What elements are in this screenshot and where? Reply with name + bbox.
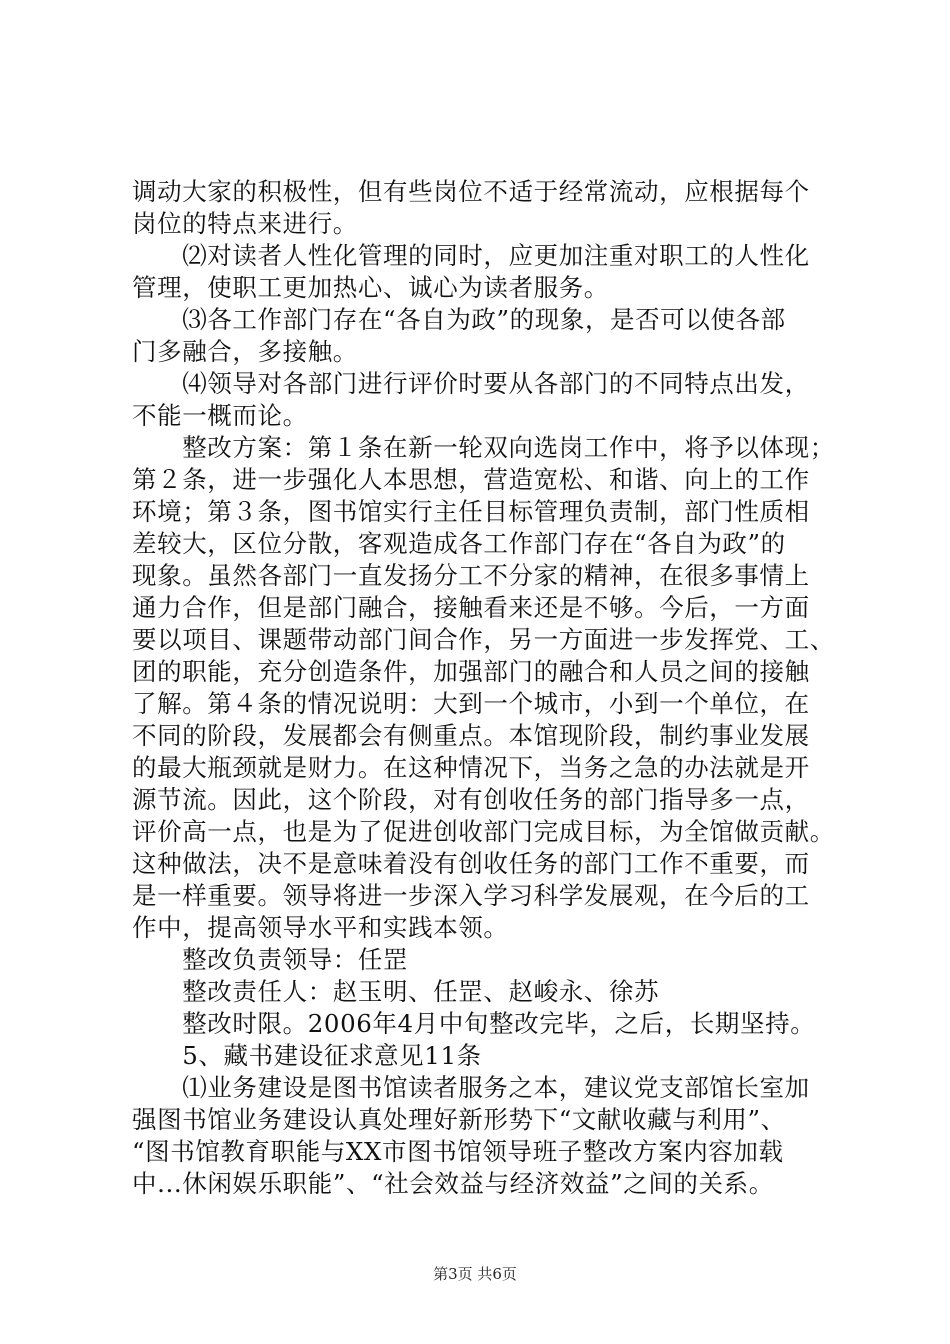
text-line: ⑵对读者人性化管理的同时，应更加注重对职工的人性化 [132, 241, 810, 270]
text-line: 这种做法，决不是意味着没有创收任务的部门工作不重要，而 [132, 849, 810, 878]
text-line: 整改时限。2006年4月中旬整改完毕，之后，长期坚持。 [132, 1009, 816, 1038]
text-line: 整改责任人：赵玉明、任罡、赵峻永、徐苏 [132, 977, 660, 1006]
text-line: ⑷领导对各部门进行评价时要从各部门的不同特点出发， [132, 369, 810, 398]
text-line: ⑴业务建设是图书馆读者服务之本，建议党支部馆长室加 [132, 1073, 810, 1102]
text-line: 整改负责领导：任罡 [132, 945, 409, 974]
text-line: 现象。虽然各部门一直发扬分工不分家的精神，在很多事情上 [132, 561, 810, 590]
page-number: 第3页 共6页 [433, 1265, 517, 1283]
text-line: 团的职能，充分创造条件，加强部门的融合和人员之间的接触 [132, 657, 810, 686]
text-line: 评价高一点，也是为了促进创收部门完成目标，为全馆做贡献。 [132, 817, 835, 846]
text-line: 不能一概而论。 [132, 401, 308, 430]
text-line: 作中，提高领导水平和实践本领。 [132, 913, 509, 942]
text-line: 门多融合，多接触。 [132, 337, 358, 366]
text-line: 中...休闲娱乐职能”、“社会效益与经济效益”之间的关系。 [132, 1169, 774, 1198]
text-line: 是一样重要。领导将进一步深入学习科学发展观，在今后的工 [132, 881, 810, 910]
text-line: 了解。第４条的情况说明：大到一个城市，小到一个单位，在 [132, 689, 810, 718]
text-line: 5、藏书建设征求意见11条 [132, 1041, 482, 1070]
text-line: 不同的阶段，发展都会有侧重点。本馆现阶段，制约事业发展 [132, 721, 810, 750]
text-line: 整改方案：第１条在新一轮双向选岗工作中，将予以体现； [132, 433, 835, 462]
text-line: 管理，使职工更加热心、诚心为读者服务。 [132, 273, 609, 302]
text-line: 要以项目、课题带动部门间合作，另一方面进一步发挥党、工、 [132, 625, 835, 654]
text-line: 差较大，区位分散，客观造成各工作部门存在“各自为政”的 [132, 529, 786, 558]
text-line: 通力合作，但是部门融合，接触看来还是不够。今后，一方面 [132, 593, 810, 622]
text-line: 的最大瓶颈就是财力。在这种情况下，当务之急的办法就是开 [132, 753, 810, 782]
text-line: 调动大家的积极性，但有些岗位不适于经常流动，应根据每个 [132, 177, 810, 206]
text-line: 源节流。因此，这个阶段，对有创收任务的部门指导多一点， [132, 785, 810, 814]
text-line: “图书馆教育职能与XX市图书馆领导班子整改方案内容加载 [132, 1137, 784, 1166]
text-line: 第２条，进一步强化人本思想，营造宽松、和谐、向上的工作 [132, 465, 810, 494]
document-body [132, 176, 835, 1200]
text-line: 环境；第３条，图书馆实行主任目标管理负责制，部门性质相 [132, 497, 810, 526]
text-line: ⑶各工作部门存在“各自为政”的现象，是否可以使各部 [132, 305, 786, 334]
text-line: 岗位的特点来进行。 [132, 209, 358, 238]
text-line: 强图书馆业务建设认真处理好新形势下“文献收藏与利用”、 [132, 1105, 786, 1134]
